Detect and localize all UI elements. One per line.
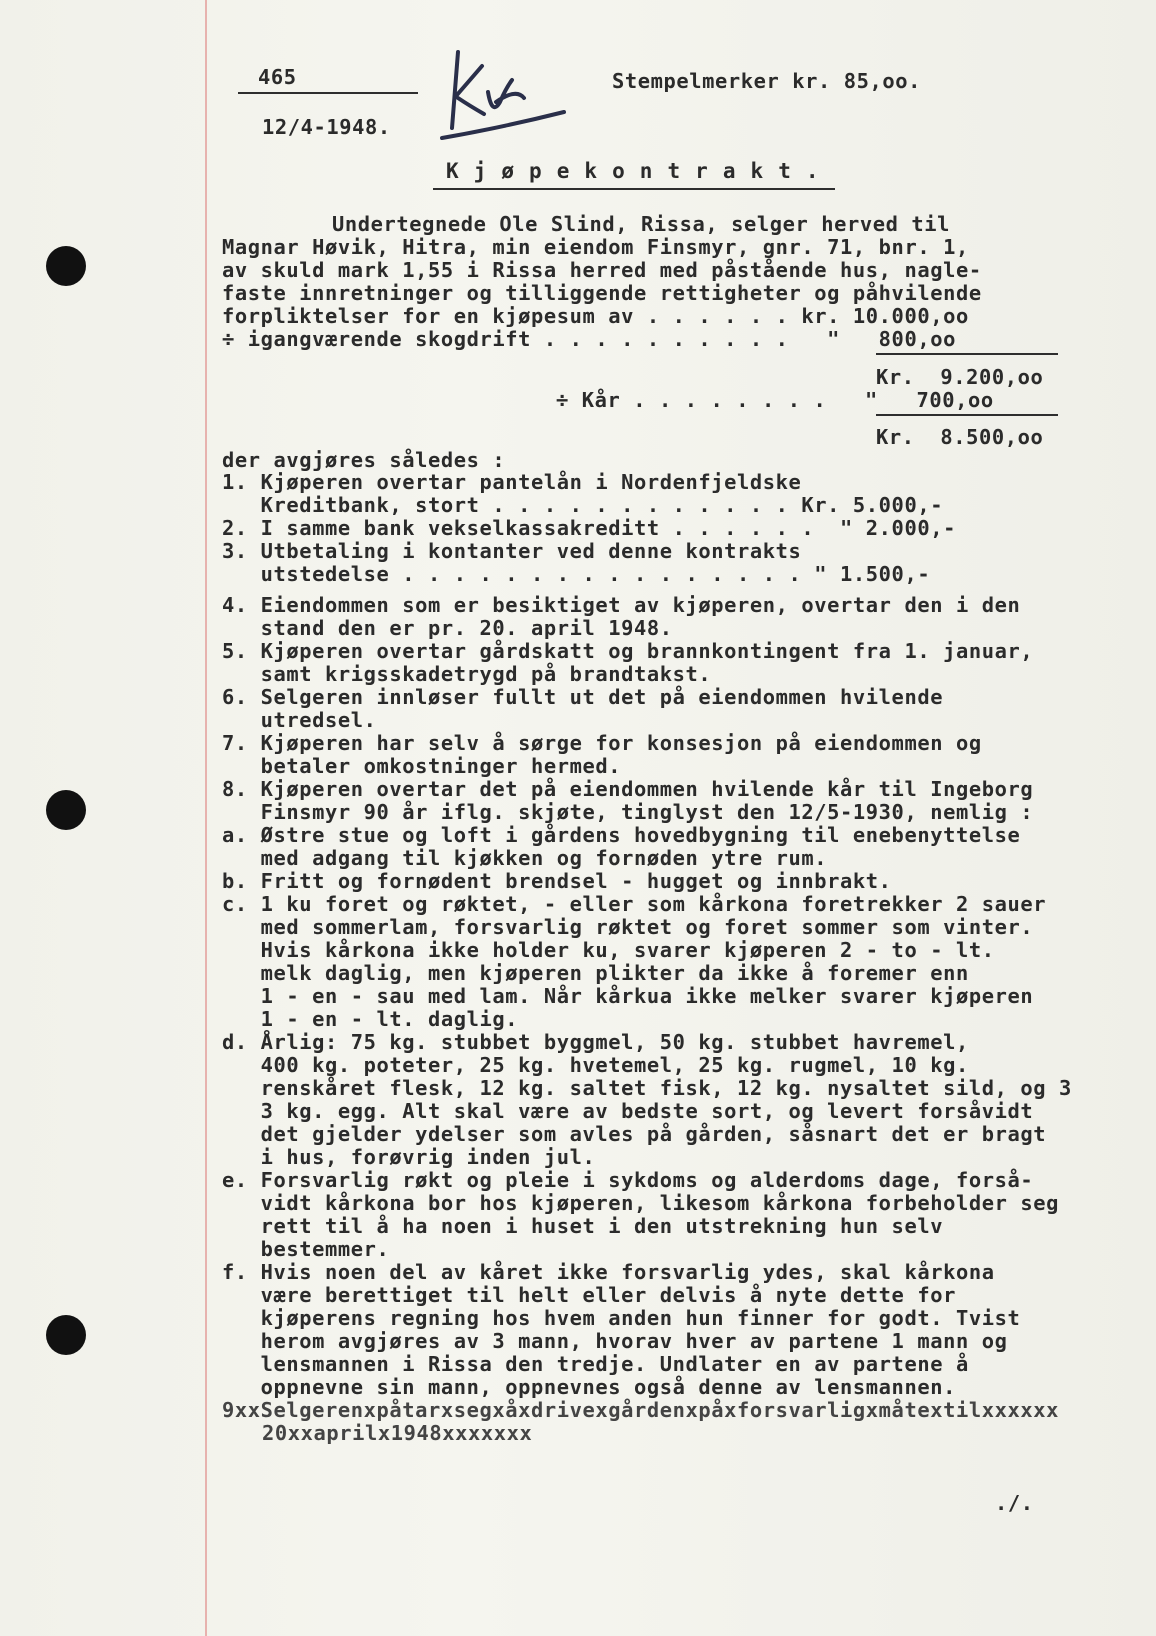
- item-line: 2. I samme bank vekselkassakreditt . . . . . . " 2.000,-: [222, 516, 956, 540]
- item-line: 400 kg. poteter, 25 kg. hvetemel, 25 kg. rugmel, 10 kg.: [222, 1053, 969, 1077]
- struck-out-line-2: 20xxaprilx1948xxxxxxx: [262, 1421, 533, 1445]
- handwritten-initials: [440, 40, 570, 150]
- item-line: e. Forsvarlig røkt og pleie i sykdoms og alderdoms dage, forså-: [222, 1168, 1034, 1192]
- item-line: a. Østre stue og loft i gårdens hovedbygning til enebenyttelse: [222, 823, 1021, 847]
- document-date: 12/4-1948.: [262, 115, 391, 139]
- item-line: bestemmer.: [222, 1237, 390, 1261]
- sum-rule-1: [876, 353, 1058, 355]
- subtotal-1: Kr. 9.200,oo: [876, 365, 1044, 389]
- item-line: det gjelder ydelser som avles på gården, såsnart det er bragt: [222, 1122, 1047, 1146]
- sum-rule-2: [876, 414, 1058, 416]
- intro-line-3: av skuld mark 1,55 i Rissa herred med påstående hus, nagle-: [222, 258, 982, 282]
- item-line: samt krigsskadetrygd på brandtakst.: [222, 662, 712, 686]
- kaar-deduction-line: ÷ Kår . . . . . . . . " 700,oo: [556, 388, 994, 412]
- item-line: 7. Kjøperen har selv å sørge for konsesjon på eiendommen og: [222, 731, 982, 755]
- item-line: Kreditbank, stort . . . . . . . . . . . . Kr. 5.000,-: [222, 493, 944, 517]
- document-title: K j ø p e k o n t r a k t .: [446, 159, 820, 183]
- punch-hole-top: [46, 246, 86, 286]
- item-line: 3 kg. egg. Alt skal være av bedste sort, og levert forsåvidt: [222, 1099, 1034, 1123]
- item-line: 1. Kjøperen overtar pantelån i Nordenfjeldske: [222, 470, 802, 494]
- item-line: 5. Kjøperen overtar gårdskatt og brannkontingent fra 1. januar,: [222, 639, 1034, 663]
- page-number-rule: [238, 92, 418, 94]
- item-line: i hus, forøvrig inden jul.: [222, 1145, 596, 1169]
- page-number: 465: [258, 65, 297, 89]
- item-line: vidt kårkona bor hos kjøperen, likesom kårkona forbeholder seg: [222, 1191, 1059, 1215]
- item-line: renskåret flesk, 12 kg. saltet fisk, 12 kg. nysaltet sild, og 3: [222, 1076, 1072, 1100]
- item-line: c. 1 ku foret og røktet, - eller som kårkona foretrekker 2 sauer: [222, 892, 1047, 916]
- item-line: herom avgjøres av 3 mann, hvorav hver av partene 1 mann og: [222, 1329, 1008, 1353]
- forestry-deduction-line: ÷ igangværende skogdrift . . . . . . . . . . " 800,oo: [222, 327, 956, 351]
- item-line: d. Årlig: 75 kg. stubbet byggmel, 50 kg. stubbet havremel,: [222, 1030, 969, 1054]
- item-line: 4. Eiendommen som er besiktiget av kjøperen, overtar den i den: [222, 593, 1021, 617]
- item-line: kjøperens regning hos hvem anden hun finner for godt. Tvist: [222, 1306, 1021, 1330]
- purchase-price-line: forpliktelser for en kjøpesum av . . . . . . kr. 10.000,oo: [222, 304, 969, 328]
- item-line: med sommerlam, forsvarlig røktet og foret sommer som vinter.: [222, 915, 1034, 939]
- item-line: med adgang til kjøkken og fornøden ytre rum.: [222, 846, 828, 870]
- item-line: rett til å ha noen i huset i den utstrekning hun selv: [222, 1214, 944, 1238]
- title-rule: [433, 188, 835, 190]
- item-line: lensmannen i Rissa den tredje. Undlater en av partene å: [222, 1352, 969, 1376]
- item-line: stand den er pr. 20. april 1948.: [222, 616, 673, 640]
- item-line: melk daglig, men kjøperen plikter da ikke å foremer enn: [222, 961, 969, 985]
- item-line: betaler omkostninger hermed.: [222, 754, 622, 778]
- item-line: f. Hvis noen del av kåret ikke forsvarlig ydes, skal kårkona: [222, 1260, 995, 1284]
- item-line: Hvis kårkona ikke holder ku, svarer kjøperen 2 - to - lt.: [222, 938, 995, 962]
- item-line: 1 - en - sau med lam. Når kårkua ikke melker svarer kjøperen: [222, 984, 1034, 1008]
- item-line: være berettiget til helt eller delvis å nyte dette for: [222, 1283, 956, 1307]
- punch-hole-bottom: [46, 1315, 86, 1355]
- intro-line-1: Undertegnede Ole Slind, Rissa, selger herved til: [332, 212, 951, 236]
- continued-mark: ./.: [995, 1491, 1034, 1515]
- total-price: Kr. 8.500,oo: [876, 425, 1044, 449]
- punch-hole-middle: [46, 790, 86, 830]
- item-line: 6. Selgeren innløser fullt ut det på eiendommen hvilende: [222, 685, 944, 709]
- struck-out-line-1: 9xxSelgerenxpåtarxsegxåxdrivexgårdenxpåxforsvarligxmåtextilxxxxxx: [222, 1398, 1059, 1422]
- stamp-duty: Stempelmerker kr. 85,oo.: [612, 69, 922, 93]
- item-line: utstedelse . . . . . . . . . . . . . . . . " 1.500,-: [222, 562, 931, 586]
- intro-line-2: Magnar Høvik, Hitra, min eiendom Finsmyr, gnr. 71, bnr. 1,: [222, 235, 969, 259]
- item-line: b. Fritt og fornødent brendsel - hugget og innbrakt.: [222, 869, 892, 893]
- item-line: Finsmyr 90 år iflg. skjøte, tinglyst den 12/5-1930, nemlig :: [222, 800, 1034, 824]
- item-line: oppnevne sin mann, oppnevnes også denne av lensmannen.: [222, 1375, 956, 1399]
- item-line: utredsel.: [222, 708, 377, 732]
- intro-line-4: faste innretninger og tilliggende rettigheter og påhvilende: [222, 281, 982, 305]
- settlement-heading: der avgjøres således :: [222, 448, 506, 472]
- margin-line: [205, 0, 207, 1636]
- item-line: 8. Kjøperen overtar det på eiendommen hvilende kår til Ingeborg: [222, 777, 1034, 801]
- item-line: 3. Utbetaling i kontanter ved denne kontrakts: [222, 539, 802, 563]
- item-line: 1 - en - lt. daglig.: [222, 1007, 519, 1031]
